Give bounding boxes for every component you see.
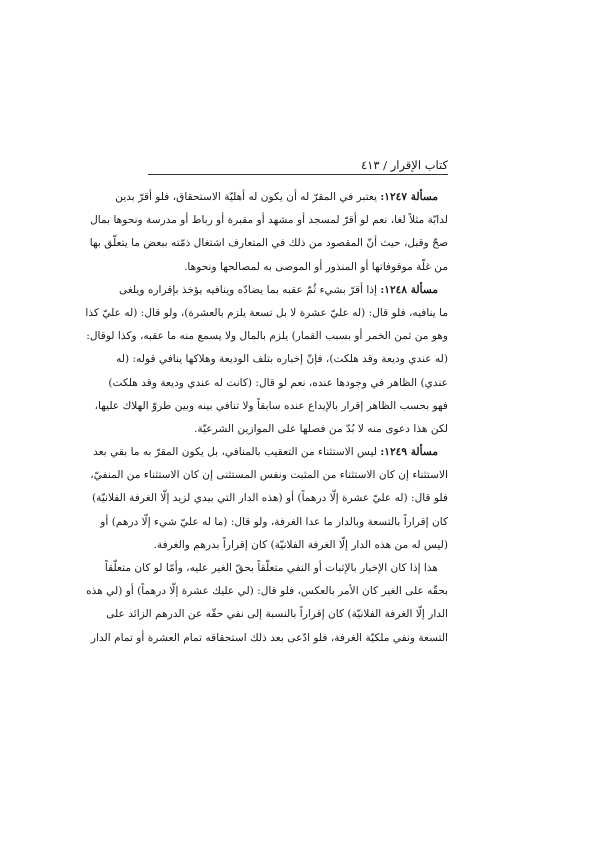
text-line: مسألة ١٢٤٨: إذا أقرّ بشيء ثُمّ عقبه بما يضادّه وينافيه يؤخذ بإقراره ويلغى	[118, 283, 438, 296]
text-line: الاستثناء إن كان الاستثناء من المثبت ونفس المستثنى إن كان الاستثناء من المنفيّ،	[90, 469, 448, 482]
text-line: التسعة ونفي ملكيّة الغرفة، فلو ادّعى بعد ذلك استحقاقه تمام العشرة أو تمام الدار	[90, 631, 448, 644]
text-line: (له عندي وديعة وقد هلكت)، فإنّ إخباره بتلف الوديعة وهلاكها ينافي قوله: (له	[116, 353, 448, 366]
text-line: كان إقراراً بالتسعة وبالدار ما عدا الغرفة، ولو قال: (ما له عليّ شيء إلّا درهم) أو	[100, 515, 448, 528]
text-line: الدار إلّا الغرفة الفلانيّة) كان إقراراً بالنسبة إلى نفي حقّه عن الدرهم الزائد على	[106, 608, 448, 621]
running-header: كتاب الإقرار / ٤١٣	[148, 158, 448, 175]
text-line: لدابّة مثلاً لغا، نعم لو أقرّ لمسجد أو مشهد أو مقبرة أو رباط أو مدرسة ونحوها بمال	[90, 214, 448, 227]
text-line: ما ينافيه، فلو قال: (له عليّ عشرة لا بل تسعة يلزم بالعشرة)، ولو قال: (له عليّ كذا	[85, 306, 448, 319]
issue-label: مسألة ١٢٤٧:	[380, 191, 438, 203]
text-line: فلو قال: (له عليّ عشرة إلّا درهماً) أو (هذه الدار التي بيدي لزيد إلّا الغرفة الفلانيّة)	[92, 492, 448, 505]
issue-label: مسألة ١٢٤٨:	[380, 283, 438, 296]
text-line: بحقّه على الغير كان الأمر بالعكس، فلو قال: (لي عليك عشرة إلّا درهماً) أو (لي هذه	[86, 585, 448, 598]
text-line: فهو بحسب الظاهر إقرار بالإيداع عنده سابقاً ولا تنافي بينه وبين طروّ الهلاك عليها،	[94, 399, 448, 412]
issue-label: مسألة ١٢٤٩:	[380, 446, 438, 459]
text-line: مسألة ١٢٤٧: يعتبر في المقرّ له أن يكون له أهليّة الاستحقاق، فلو أقرّ بدين	[115, 191, 438, 203]
text-line: من غلّة موقوفاتها أو المنذور أو الموصى به لمصالحها ونحوها.	[184, 260, 448, 273]
text-line: صحّ وقبل، حيث أنّ المقصود من ذلك في المتعارف اشتغال ذمّته ببعض ما يتعلّق بها	[89, 237, 448, 250]
text-line: مسألة ١٢٤٩: ليس الاستثناء من التعقيب بالمنافي، بل يكون المقرّ به ما بقي بعد	[93, 446, 438, 459]
text-line: هذا إذا كان الإخبار بالإثبات أو النفي متعلّقاً بحقّ الغير عليه، وأمّا لو كان متعلّقاً	[104, 562, 438, 574]
text-line: لكن هذا دعوى منه لا بُدّ من فصلها على الموازين الشرعيّة.	[194, 422, 448, 435]
text-line: (ليس له من هذه الدار إلّا الغرفة الفلانيّة) كان إقراراً بدرهم والغرفة.	[153, 538, 448, 551]
text-line: عندي) الظاهر في وجودها عنده، نعم لو قال: (كانت له عندي وديعة وقد هلكت)	[108, 376, 448, 389]
text-line: وهو من ثمن الخمر أو بسبب القمار) يلزم بالمال ولا يسمع منه ما عقبه، وكذا لوقال:	[86, 330, 448, 343]
document-body	[85, 186, 448, 650]
